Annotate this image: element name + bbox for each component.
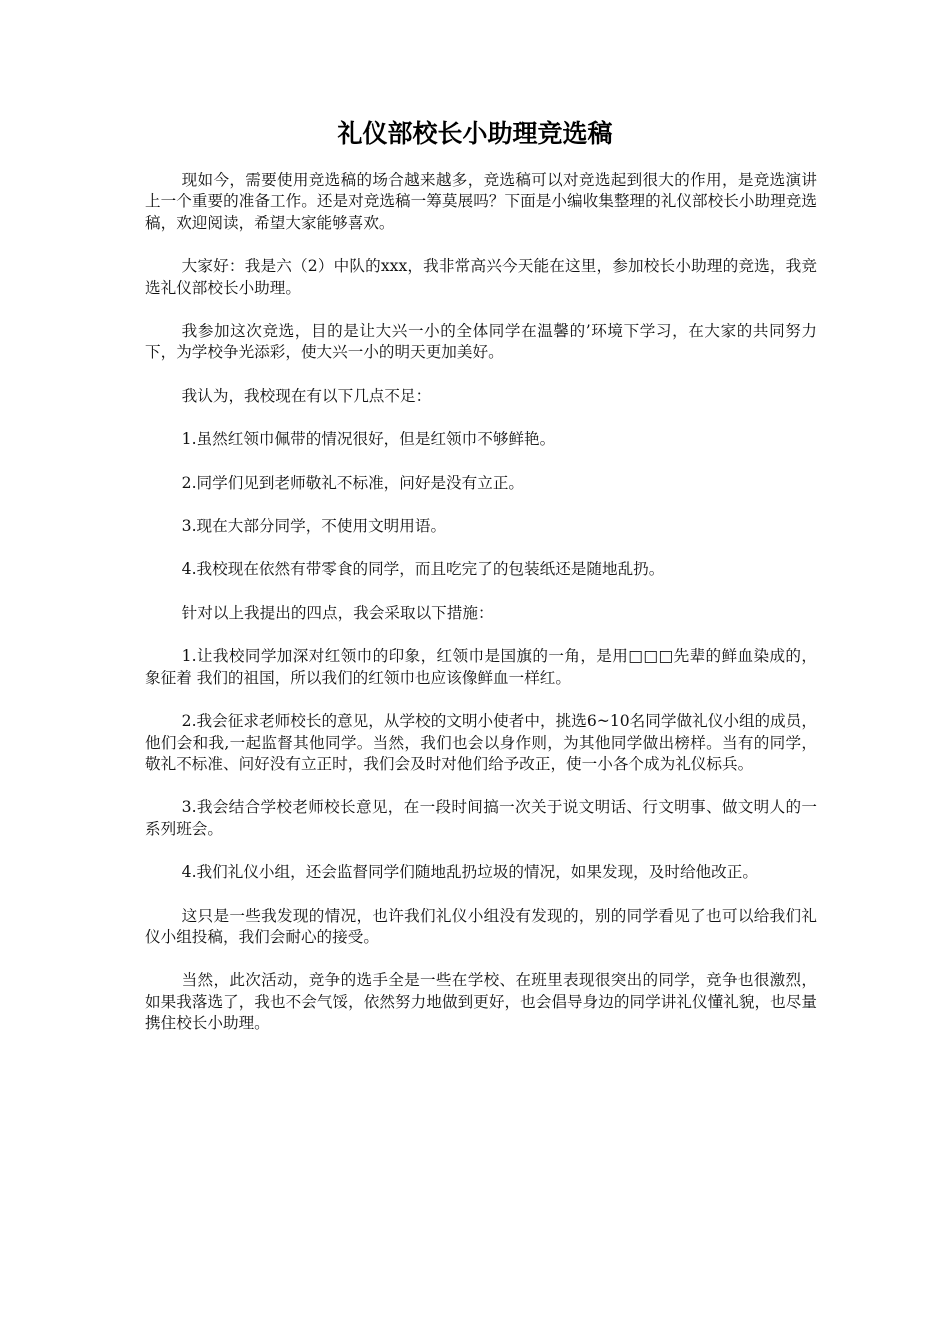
paragraph-shortcomings-lead: 我认为，我校现在有以下几点不足： — [181, 386, 432, 405]
paragraph-measure-4: 4.我们礼仪小组，还会监督同学们随地乱扔垃圾的情况，如果发现，及时给他改正。 — [181, 863, 758, 882]
paragraph-measure-2: 2.我会征求老师校长的意见，从学校的文明小使者中，挑选6~10名同学做礼仪小组的成员，他们会和我,一起监督其他同学。当然，我们也会以身作则，为其他同学做出榜样。当有的同学，敬礼不标准、问好没有立正时，我们会及时对他们给予改正，使一小各个成为礼仪标兵。 — [145, 712, 817, 773]
paragraph-measure-3: 3.我会结合学校老师校长意见，在一段时间搞一次关于说文明话、行文明事、做文明人的一系列班会。 — [145, 798, 817, 838]
paragraph-shortcoming-1: 1.虽然红领巾佩带的情况很好，但是红领巾不够鲜艳。 — [181, 430, 556, 449]
paragraph-submissions: 这只是一些我发现的情况，也许我们礼仪小组没有发现的，别的同学看见了也可以给我们礼仪小组投稿，我们会耐心的接受。 — [145, 906, 817, 946]
paragraph-measure-1: 1.让我校同学加深对红领巾的印象，红领巾是国旗的一角，是用□□□先辈的鲜血染成的，象征着 我们的祖国，所以我们的红领巾也应该像鲜血一样红。 — [145, 647, 817, 687]
paragraph-intro: 现如今，需要使用竞选稿的场合越来越多，竞选稿可以对竞选起到很大的作用，是竞选演讲上一个重要的准备工作。还是对竞选稿一筹莫展吗？下面是小编收集整理的礼仪部校长小助理竞选稿，欢迎阅读，希望大家能够喜欢。 — [145, 171, 817, 232]
document-body — [145, 170, 817, 1057]
paragraph-shortcoming-2: 2.同学们见到老师敬礼不标准，问好是没有立正。 — [181, 473, 525, 492]
paragraph-shortcoming-4: 4.我校现在依然有带零食的同学，而且吃完了的包装纸还是随地乱扔。 — [181, 560, 665, 579]
paragraph-measures-lead: 针对以上我提出的四点，我会采取以下措施： — [181, 603, 494, 622]
paragraph-greeting: 大家好：我是六（2）中队的xxx，我非常高兴今天能在这里，参加校长小助理的竞选，我竞选礼仪部校长小助理。 — [145, 257, 817, 297]
paragraph-closing: 当然，此次活动，竞争的选手全是一些在学校、在班里表现很突出的同学，竞争也很激烈，如果我落选了，我也不会气馁，依然努力地做到更好，也会倡导身边的同学讲礼仪懂礼貌，也尽量携住校长小助理。 — [145, 971, 817, 1033]
paragraph-purpose: 我参加这次竞选，目的是让大兴一小的全体同学在温馨的’环境下学习，在大家的共同努力下，为学校争光添彩，使大兴一小的明天更加美好。 — [145, 322, 817, 362]
document-title: 礼仪部校长小助理竞选稿 — [337, 119, 613, 148]
paragraph-shortcoming-3: 3.现在大部分同学，不使用文明用语。 — [181, 517, 447, 536]
